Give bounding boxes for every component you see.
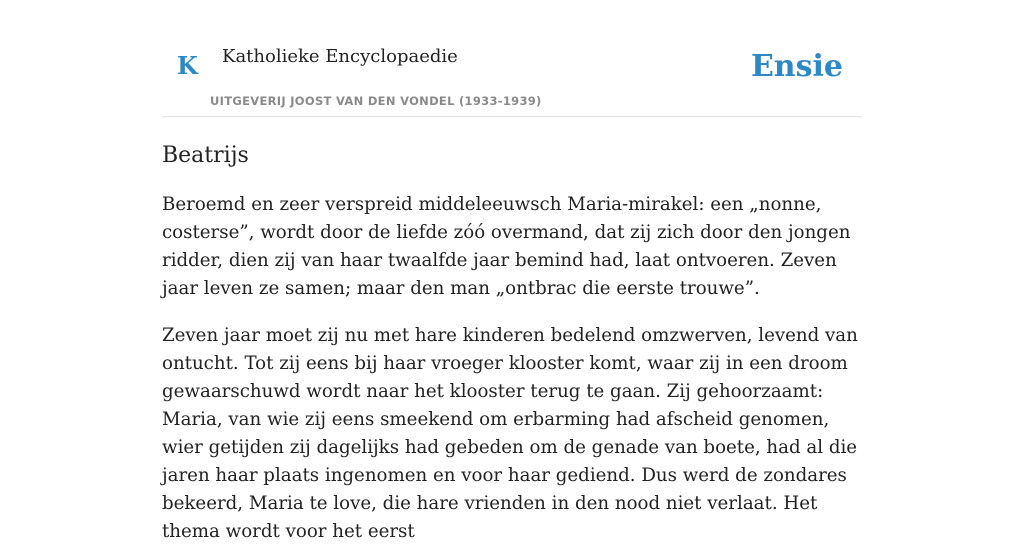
- article-paragraph: Zeven jaar moet zij nu met hare kinderen bedelend omzwerven, levend van ontucht. Tot zij eens bij haar vroeger klooster komt, waar zij in een droom gewaarschuwd wordt naar het klooster terug te gaan. Zij gehoorzaamt: Maria, van wie zij eens smeekend om erbarming had afscheid genomen, wier getijden zij dagelijks had gebeden om de genade van boete, had al die jaren haar plaats ingenomen en voor haar gediend. Dus werd de zondares bekeerd, Maria te love, die hare vrienden in den nood niet verlaat. Het thema wordt voor het eerst: [162, 325, 858, 543]
- site-title[interactable]: Katholieke Encyclopaedie: [222, 46, 458, 67]
- article: [162, 143, 862, 546]
- article-paragraph: Beroemd en zeer verspreid middeleeuwsch Maria-mirakel: een „nonne, costerse”, wordt door de liefde zóó overmand, dat zij zich door den jongen ridder, dien zij van haar twaalfde jaar bemind had, laat ontvoeren. Zeven jaar leven ze samen; maar den man „ontbrac die eerste trouwe”.: [162, 194, 851, 300]
- ensie-brand-link[interactable]: Ensie: [750, 49, 843, 84]
- site-header: [162, 0, 862, 117]
- publisher-subtitle: UITGEVERIJ JOOST VAN DEN VONDEL (1933-1939): [210, 94, 542, 108]
- site-logo[interactable]: K: [177, 51, 198, 80]
- article-title: Beatrijs: [162, 143, 249, 168]
- content-container: [162, 0, 862, 546]
